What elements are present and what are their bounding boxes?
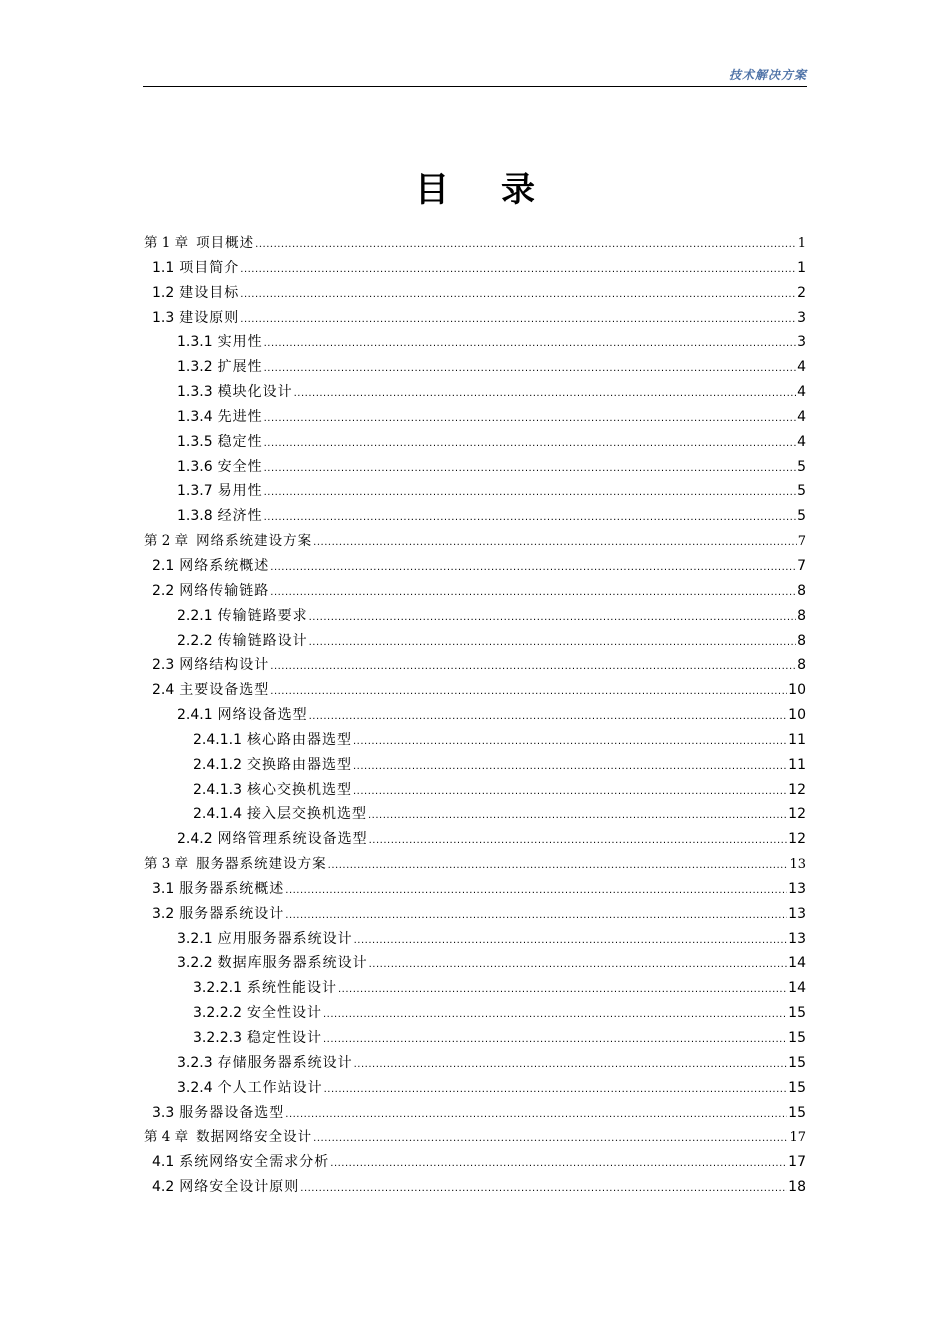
toc-entry[interactable] [144,405,806,430]
toc-page-number: 15 [788,1005,806,1022]
toc-entry[interactable] [144,678,806,703]
toc-page-number: 15 [788,1104,806,1121]
toc-dot-leader [353,755,787,780]
toc-entry-number: 3.2.2.1 [193,980,242,997]
toc-page-number: 8 [797,657,806,674]
toc-page-number: 17 [789,1130,806,1146]
toc-entry-number: 2.2.2 [177,632,213,649]
toc-dot-leader [324,1078,788,1103]
toc-entry[interactable] [144,902,806,927]
toc-entry[interactable] [144,728,806,753]
toc-dot-leader [240,308,796,333]
toc-entry-number: 第 4 章 [144,1129,189,1146]
toc-entry-number: 2.2.1 [177,607,213,624]
toc-entry-label [144,380,293,405]
toc-entry-label [144,604,308,629]
toc-entry-number: 1.3.6 [177,458,213,475]
toc-entry-title: 传输链路要求 [217,607,308,624]
toc-entry-label [144,1150,329,1175]
table-of-contents [144,231,806,1200]
toc-page-number: 13 [788,930,806,947]
toc-entry-number: 2.1 [152,557,175,574]
toc-entry-label [144,629,308,654]
toc-dot-leader [285,879,787,904]
toc-entry[interactable] [144,256,806,281]
toc-entry-label [144,355,263,380]
toc-entry-label [144,1175,299,1200]
toc-dot-leader [270,556,796,581]
toc-entry-title: 项目概述 [196,235,255,251]
toc-page-number: 12 [788,831,806,848]
toc-entry-title: 扩展性 [217,359,263,376]
toc-entry[interactable] [144,778,806,803]
toc-page-number: 17 [788,1154,806,1171]
toc-entry-label [144,877,284,902]
toc-dot-leader [323,1028,787,1053]
toc-entry-number: 2.2 [152,582,175,599]
toc-entry-title: 网络管理系统设备选型 [217,831,368,848]
toc-entry-title: 网络系统建设方案 [196,533,313,550]
toc-entry-label [144,1101,284,1126]
toc-entry-label [144,1125,312,1150]
toc-title: 目录 [415,170,587,210]
toc-entry[interactable] [144,1051,806,1076]
toc-entry[interactable] [144,306,806,331]
toc-dot-leader [270,655,796,680]
toc-entry-label [144,455,263,480]
toc-page-number: 4 [797,433,806,450]
toc-entry-label [144,753,352,778]
toc-dot-leader [354,1053,788,1078]
toc-chapter-entry[interactable] [144,529,806,554]
toc-entry-label [144,430,263,455]
toc-dot-leader [353,780,787,805]
toc-dot-leader [285,1103,787,1128]
toc-page-number: 4 [797,384,806,401]
toc-entry-number: 2.4.2 [177,831,213,848]
toc-entry-label [144,976,337,1001]
toc-dot-leader [264,457,796,482]
toc-entry-label [144,1001,322,1026]
toc-entry-title: 网络结构设计 [179,657,270,674]
toc-entry-number: 4.1 [152,1154,175,1171]
toc-entry-number: 2.4.1.1 [193,731,242,748]
toc-page-number: 12 [788,781,806,798]
toc-entry-label [144,479,263,504]
toc-entry[interactable] [144,703,806,728]
toc-entry[interactable] [144,479,806,504]
toc-entry-title: 项目简介 [179,259,240,276]
toc-page-number: 15 [788,1030,806,1046]
toc-entry-title: 服务器系统概述 [179,880,285,897]
toc-entry-title: 个人工作站设计 [217,1079,323,1096]
toc-entry-number: 3.2.4 [177,1079,213,1096]
toc-entry-title: 建设目标 [179,284,240,301]
toc-entry-title: 网络系统概述 [179,557,270,574]
toc-entry-number: 第 2 章 [144,533,189,550]
toc-entry-label [144,405,263,430]
toc-entry-title: 易用性 [217,483,263,500]
toc-entry-number: 1.3.4 [177,408,213,425]
page-header-text: 技术解决方案 [728,68,807,82]
toc-page-number: 1 [797,236,806,251]
toc-page-number: 12 [788,806,806,823]
toc-entry[interactable] [144,976,806,1001]
toc-entry-label [144,703,308,728]
toc-entry-label [144,678,269,703]
toc-entry-label [144,231,254,256]
toc-entry[interactable] [144,629,806,654]
toc-entry-number: 3.2.2.2 [193,1005,242,1022]
toc-entry-number: 2.4.1.2 [193,756,242,773]
toc-page-number: 11 [788,731,806,748]
toc-entry[interactable] [144,579,806,604]
toc-entry[interactable] [144,753,806,778]
toc-page-number: 14 [788,980,806,997]
toc-dot-leader [264,357,796,382]
toc-dot-leader [264,432,796,457]
toc-entry-number: 1.1 [152,259,175,276]
toc-dot-leader [369,953,788,978]
toc-dot-leader [313,1127,788,1152]
toc-entry-title: 核心交换机选型 [246,781,352,798]
toc-entry-number: 1.3.2 [177,359,213,376]
toc-entry-number: 1.3.5 [177,433,213,450]
toc-dot-leader [240,283,796,308]
toc-entry-title: 稳定性 [217,433,263,450]
toc-entry[interactable] [144,1175,806,1200]
toc-entry[interactable] [144,330,806,355]
toc-entry[interactable] [144,281,806,306]
toc-entry[interactable] [144,877,806,902]
toc-dot-leader [354,929,788,954]
toc-page-number: 10 [788,707,806,724]
toc-entry-title: 交换路由器选型 [246,756,352,773]
toc-dot-leader [353,730,787,755]
toc-entry-title: 网络设备选型 [217,707,308,724]
toc-entry-number: 1.3.3 [177,384,213,401]
toc-dot-leader [338,978,787,1003]
toc-page-number: 13 [789,857,806,873]
toc-page-number: 10 [788,682,806,699]
toc-entry-title: 服务器设备选型 [179,1104,285,1121]
toc-entry-label [144,852,327,877]
toc-entry-title: 主要设备选型 [179,682,270,699]
toc-dot-leader [264,481,796,506]
toc-entry-title: 服务器系统设计 [179,905,285,922]
toc-page-number: 3 [797,309,806,326]
toc-entry-label [144,529,312,554]
toc-chapter-entry[interactable] [144,231,806,256]
toc-entry-title: 建设原则 [179,309,240,326]
toc-entry-title: 先进性 [217,408,263,425]
toc-dot-leader [264,407,796,432]
toc-dot-leader [264,506,796,531]
toc-entry-number: 3.2 [152,905,175,922]
toc-entry[interactable] [144,1101,806,1126]
toc-dot-leader [270,680,787,705]
toc-page-number: 5 [797,458,806,475]
toc-entry-number: 1.3.8 [177,508,213,525]
toc-dot-leader [264,332,796,357]
toc-entry[interactable] [144,1076,806,1101]
toc-dot-leader [313,531,797,556]
toc-page-number: 13 [788,880,806,897]
toc-entry-number: 1.3 [152,309,175,326]
toc-entry-title: 系统性能设计 [246,980,337,997]
toc-entry-label [144,579,269,604]
toc-entry-label [144,902,284,927]
toc-entry[interactable] [144,430,806,455]
toc-page-number: 14 [788,955,806,972]
toc-page-number: 8 [797,582,806,599]
toc-entry-label [144,330,263,355]
toc-entry-label [144,281,239,306]
toc-entry-number: 3.2.2.3 [193,1030,242,1046]
toc-entry-label [144,1026,322,1051]
toc-entry-number: 2.4.1.4 [193,806,242,823]
toc-entry[interactable] [144,455,806,480]
toc-entry-title: 接入层交换机选型 [246,806,367,823]
toc-entry[interactable] [144,380,806,405]
toc-entry-title: 核心路由器选型 [246,731,352,748]
toc-page-number: 7 [797,557,806,574]
toc-entry-title: 数据网络安全设计 [196,1129,313,1146]
toc-entry[interactable] [144,653,806,678]
toc-page-number: 1 [797,259,806,276]
toc-dot-leader [328,854,789,879]
toc-page-number: 8 [797,607,806,624]
toc-entry-label [144,802,367,827]
toc-entry[interactable] [144,827,806,852]
toc-entry[interactable] [144,1026,806,1051]
toc-chapter-entry[interactable] [144,852,806,877]
toc-entry-title: 传输链路设计 [217,632,308,649]
toc-dot-leader [300,1177,787,1202]
toc-entry[interactable] [144,951,806,976]
toc-entry[interactable] [144,604,806,629]
toc-entry-number: 3.3 [152,1104,175,1121]
toc-dot-leader [285,904,787,929]
toc-entry-label [144,1051,353,1076]
toc-entry-label [144,927,353,952]
toc-dot-leader [309,606,796,631]
toc-entry-number: 第 3 章 [144,856,189,873]
toc-entry-label [144,728,352,753]
toc-entry-title: 模块化设计 [217,384,293,401]
toc-entry-number: 第 1 章 [144,235,189,251]
toc-entry-title: 存储服务器系统设计 [217,1054,353,1071]
toc-entry-label [144,951,368,976]
toc-entry-number: 3.2.2 [177,955,213,972]
toc-entry-title: 网络传输链路 [179,582,270,599]
header-rule [143,86,807,87]
toc-dot-leader [240,258,796,283]
toc-dot-leader [270,581,796,606]
toc-page-number: 13 [788,905,806,922]
toc-entry-label [144,778,352,803]
toc-entry-label [144,256,239,281]
toc-entry[interactable] [144,504,806,529]
toc-dot-leader [309,705,788,730]
toc-page-number: 7 [797,534,806,550]
toc-page-number: 5 [797,483,806,500]
toc-entry-label [144,1076,323,1101]
toc-entry-title: 稳定性设计 [246,1030,322,1046]
toc-entry-number: 4.2 [152,1179,175,1196]
toc-entry-label [144,554,269,579]
toc-entry-number: 3.1 [152,880,175,897]
toc-entry-title: 数据库服务器系统设计 [217,955,368,972]
toc-entry-title: 安全性 [217,458,263,475]
toc-page-number: 15 [788,1079,806,1096]
toc-page-number: 4 [797,408,806,425]
toc-entry-number: 3.2.3 [177,1054,213,1071]
toc-entry-number: 1.2 [152,284,175,301]
toc-entry-number: 2.4.1.3 [193,781,242,798]
toc-entry-title: 经济性 [217,508,263,525]
toc-dot-leader [369,829,788,854]
toc-entry[interactable] [144,927,806,952]
toc-dot-leader [294,382,796,407]
toc-page-number: 2 [797,284,806,301]
toc-entry[interactable] [144,1150,806,1175]
toc-entry-label [144,504,263,529]
toc-entry-title: 系统网络安全需求分析 [179,1154,330,1171]
toc-page-number: 15 [788,1054,806,1071]
toc-dot-leader [255,233,797,258]
toc-page-number: 8 [797,632,806,649]
toc-entry-number: 2.4 [152,682,175,699]
toc-page-number: 3 [797,334,806,351]
toc-entry-title: 服务器系统建设方案 [196,856,327,873]
toc-entry[interactable] [144,802,806,827]
toc-entry-title: 实用性 [217,334,263,351]
toc-dot-leader [323,1003,787,1028]
toc-dot-leader [330,1152,787,1177]
toc-entry-label [144,827,368,852]
toc-entry-number: 2.3 [152,657,175,674]
toc-dot-leader [309,631,796,656]
toc-page-number: 4 [797,359,806,376]
toc-entry-number: 3.2.1 [177,930,213,947]
toc-entry-number: 1.3.1 [177,334,213,351]
toc-dot-leader [368,804,787,829]
toc-entry-label [144,306,239,331]
toc-entry[interactable] [144,554,806,579]
toc-entry-title: 安全性设计 [246,1005,322,1022]
toc-page-number: 5 [797,508,806,525]
toc-entry-number: 1.3.7 [177,483,213,500]
toc-entry-number: 2.4.1 [177,707,213,724]
toc-entry-title: 应用服务器系统设计 [217,930,353,947]
toc-entry-label [144,653,269,678]
toc-entry[interactable] [144,1001,806,1026]
toc-entry-title: 网络安全设计原则 [179,1179,300,1196]
toc-page-number: 18 [788,1179,806,1196]
toc-page-number: 11 [788,756,806,773]
toc-chapter-entry[interactable] [144,1125,806,1150]
toc-entry[interactable] [144,355,806,380]
